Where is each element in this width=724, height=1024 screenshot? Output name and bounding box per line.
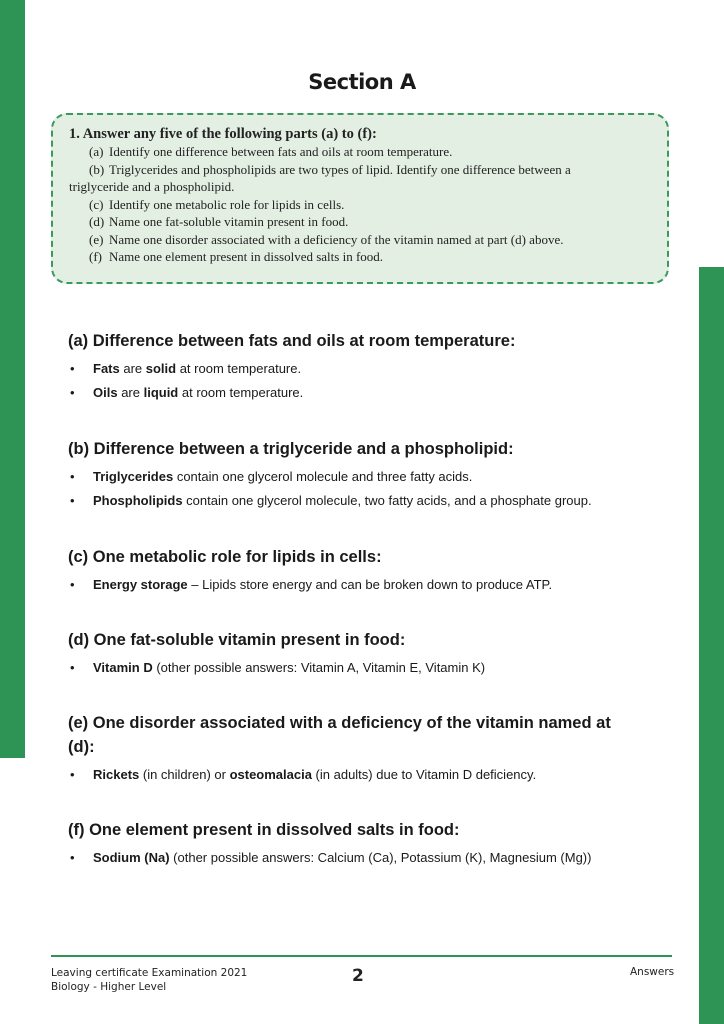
list-item: • Phospholipids contain one glycerol molecule, two fatty acids, and a phosphate group.	[68, 489, 668, 513]
footer-divider	[51, 955, 672, 957]
footer-exam-info	[51, 966, 247, 994]
question-item-b	[89, 161, 653, 179]
question-text: Name one fat-soluble vitamin present in food.	[109, 214, 349, 229]
left-accent-bar	[0, 0, 25, 758]
question-label: (e)	[89, 231, 104, 247]
list-item: • Vitamin D (other possible answers: Vitamin A, Vitamin E, Vitamin K)	[68, 656, 668, 680]
answer-heading: (b) Difference between a triglyceride and a phospholipid:	[68, 440, 514, 458]
question-label: (b)	[89, 161, 105, 177]
answer-c	[68, 545, 668, 597]
section-title: Section A	[308, 70, 416, 94]
answer-heading: (e) One disorder associated with a deficiency of the vitamin named at (d):	[68, 714, 611, 756]
question-item-c	[89, 196, 653, 214]
answer-list	[68, 465, 668, 513]
answer-a	[68, 329, 668, 405]
question-heading: 1. Answer any five of the following parts (a) to (f):	[69, 126, 377, 142]
question-item-f	[89, 248, 653, 266]
question-label: (a)	[89, 144, 104, 159]
list-item: • Oils are liquid at room temperature.	[68, 381, 668, 405]
list-item: • Energy storage – Lipids store energy and can be broken down to produce ATP.	[68, 573, 668, 597]
list-item: • Triglycerides contain one glycerol molecule and three fatty acids.	[68, 465, 668, 489]
answer-b	[68, 437, 668, 513]
question-label: (d)	[89, 214, 105, 229]
question-text: Identify one metabolic role for lipids in cells.	[109, 196, 345, 212]
right-accent-bar	[699, 267, 724, 1024]
question-text: Name one disorder associated with a deficiency of the vitamin named at part (d) above.	[109, 231, 564, 247]
question-text: Triglycerides and phospholipids are two types of lipid. Identify one difference between a	[109, 161, 571, 177]
question-item-e	[89, 231, 653, 249]
question-box	[51, 113, 669, 284]
list-item: • Rickets (in children) or osteomalacia (in adults) due to Vitamin D deficiency.	[68, 763, 668, 787]
answer-e	[68, 711, 668, 787]
question-item-b-continuation: triglyceride and a phospholipid.	[69, 179, 235, 194]
question-text: Identify one difference between fats and oils at room temperature.	[109, 144, 453, 159]
question-text: Name one element present in dissolved salts in food.	[109, 249, 384, 264]
answer-list	[68, 763, 668, 787]
answer-list	[68, 573, 668, 597]
list-item: • Sodium (Na) (other possible answers: Calcium (Ca), Potassium (K), Magnesium (Mg))	[68, 846, 668, 870]
question-item-d	[89, 213, 653, 231]
answer-heading: (d) One fat-soluble vitamin present in food:	[68, 631, 406, 649]
question-item-a	[89, 143, 653, 161]
question-label: (c)	[89, 196, 104, 212]
footer-exam-title: Leaving certificate Examination 2021	[51, 967, 248, 979]
answer-list	[68, 656, 668, 680]
footer-section-label: Answers	[630, 966, 675, 978]
page-number: 2	[352, 966, 364, 986]
answer-d	[68, 628, 668, 680]
answer-list	[68, 357, 668, 405]
answer-heading: (a) Difference between fats and oils at room temperature:	[68, 332, 516, 350]
answer-heading: (f) One element present in dissolved salts in food:	[68, 821, 460, 839]
answer-list	[68, 846, 668, 870]
list-item: • Fats are solid at room temperature.	[68, 357, 668, 381]
answer-heading: (c) One metabolic role for lipids in cells:	[68, 548, 382, 566]
question-label: (f)	[89, 249, 102, 264]
footer-exam-level: Biology - Higher Level	[51, 981, 167, 993]
answer-f	[68, 818, 668, 870]
